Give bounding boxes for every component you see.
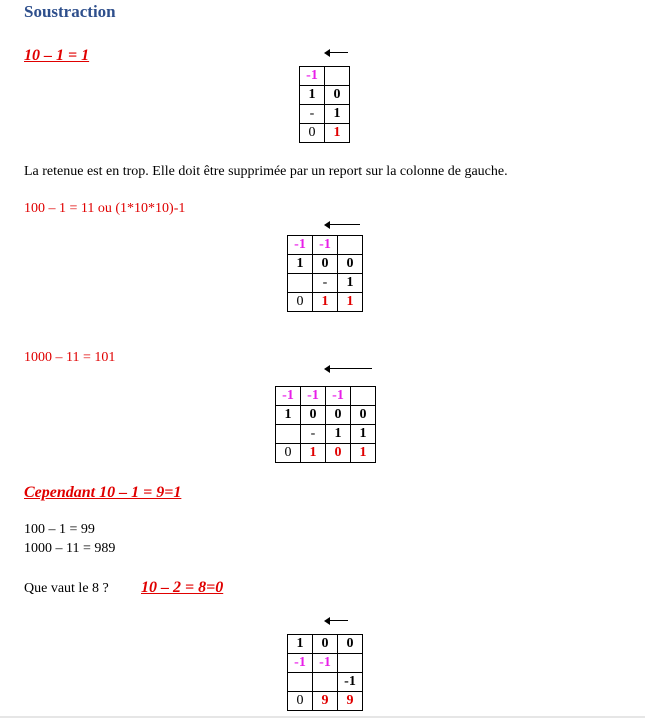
grid-row xyxy=(300,86,350,105)
grid-cell: 0 xyxy=(351,406,376,425)
grid-cell: 0 xyxy=(338,635,363,654)
grid-cell: 0 xyxy=(300,124,325,143)
grid-cell: 1 xyxy=(301,444,326,463)
grid-row xyxy=(300,124,350,143)
carry-arrow-icon xyxy=(324,616,348,626)
grid-cell: - xyxy=(313,274,338,293)
grid-cell: 1 xyxy=(338,274,363,293)
grid-cell xyxy=(325,67,350,86)
grid-cell: 1 xyxy=(276,406,301,425)
carry-arrow-icon xyxy=(324,48,348,58)
grid-cell: 0 xyxy=(288,293,313,312)
grid-cell: - xyxy=(301,425,326,444)
grid-cell xyxy=(288,673,313,692)
grid-cell: -1 xyxy=(300,67,325,86)
grid-row xyxy=(276,444,376,463)
carry-arrow-icon xyxy=(324,220,360,230)
grid-cell: 1 xyxy=(325,105,350,124)
grid-cell: 1 xyxy=(351,444,376,463)
grid-cell xyxy=(288,274,313,293)
grid-row xyxy=(288,255,363,274)
grid-cell: 0 xyxy=(301,406,326,425)
grid-cell: 1 xyxy=(338,293,363,312)
section4-line2: 1000 – 11 = 989 xyxy=(24,541,116,556)
grid-cell: 0 xyxy=(313,635,338,654)
page-bottom-divider xyxy=(0,716,645,718)
grid-cell xyxy=(313,673,338,692)
grid-cell: 1 xyxy=(288,635,313,654)
grid-cell: -1 xyxy=(288,654,313,673)
section3-grid xyxy=(275,386,376,463)
grid-cell xyxy=(276,425,301,444)
grid-cell: -1 xyxy=(288,236,313,255)
grid-cell: - xyxy=(300,105,325,124)
grid-cell: -1 xyxy=(313,236,338,255)
grid-row xyxy=(288,692,363,711)
grid-row xyxy=(288,654,363,673)
section4-question: Que vaut le 8 ? xyxy=(24,581,109,596)
grid-cell: -1 xyxy=(338,673,363,692)
grid-cell: 0 xyxy=(313,255,338,274)
grid-cell: 9 xyxy=(313,692,338,711)
grid-cell: 1 xyxy=(326,425,351,444)
grid-cell: 9 xyxy=(338,692,363,711)
grid-cell: 0 xyxy=(326,444,351,463)
grid-row xyxy=(288,673,363,692)
grid-row xyxy=(288,293,363,312)
page-heading: Soustraction xyxy=(24,2,116,21)
grid-row xyxy=(276,425,376,444)
grid-row xyxy=(276,387,376,406)
grid-cell: -1 xyxy=(276,387,301,406)
grid-cell: 1 xyxy=(351,425,376,444)
grid-cell: 1 xyxy=(325,124,350,143)
grid-cell: 1 xyxy=(300,86,325,105)
grid-cell: -1 xyxy=(301,387,326,406)
grid-cell: 0 xyxy=(326,406,351,425)
grid-cell: 0 xyxy=(338,255,363,274)
grid-row xyxy=(288,236,363,255)
grid-cell xyxy=(338,236,363,255)
section4-title: Cependant 10 – 1 = 9=1 xyxy=(24,484,182,501)
carry-arrow-icon xyxy=(324,364,372,374)
section1-note: La retenue est en trop. Elle doit être supprimée par un report sur la colonne de gauche. xyxy=(24,164,508,179)
grid-cell: 1 xyxy=(313,293,338,312)
section4-answer: 10 – 2 = 8=0 xyxy=(141,579,224,596)
grid-cell xyxy=(351,387,376,406)
grid-cell: -1 xyxy=(313,654,338,673)
grid-cell xyxy=(338,654,363,673)
section4-line1: 100 – 1 = 99 xyxy=(24,522,95,537)
grid-row xyxy=(300,105,350,124)
grid-cell: 0 xyxy=(325,86,350,105)
grid-row xyxy=(276,406,376,425)
grid-cell: -1 xyxy=(326,387,351,406)
grid-cell: 0 xyxy=(276,444,301,463)
section3-title: 1000 – 11 = 101 xyxy=(24,350,116,365)
grid-row xyxy=(288,635,363,654)
grid-row xyxy=(300,67,350,86)
grid-cell: 1 xyxy=(288,255,313,274)
grid-cell: 0 xyxy=(288,692,313,711)
section1-title: 10 – 1 = 1 xyxy=(24,47,90,64)
section1-grid xyxy=(299,66,350,143)
grid-row xyxy=(288,274,363,293)
section2-title: 100 – 1 = 11 ou (1*10*10)-1 xyxy=(24,201,186,216)
section2-grid xyxy=(287,235,363,312)
section4-grid xyxy=(287,634,363,711)
